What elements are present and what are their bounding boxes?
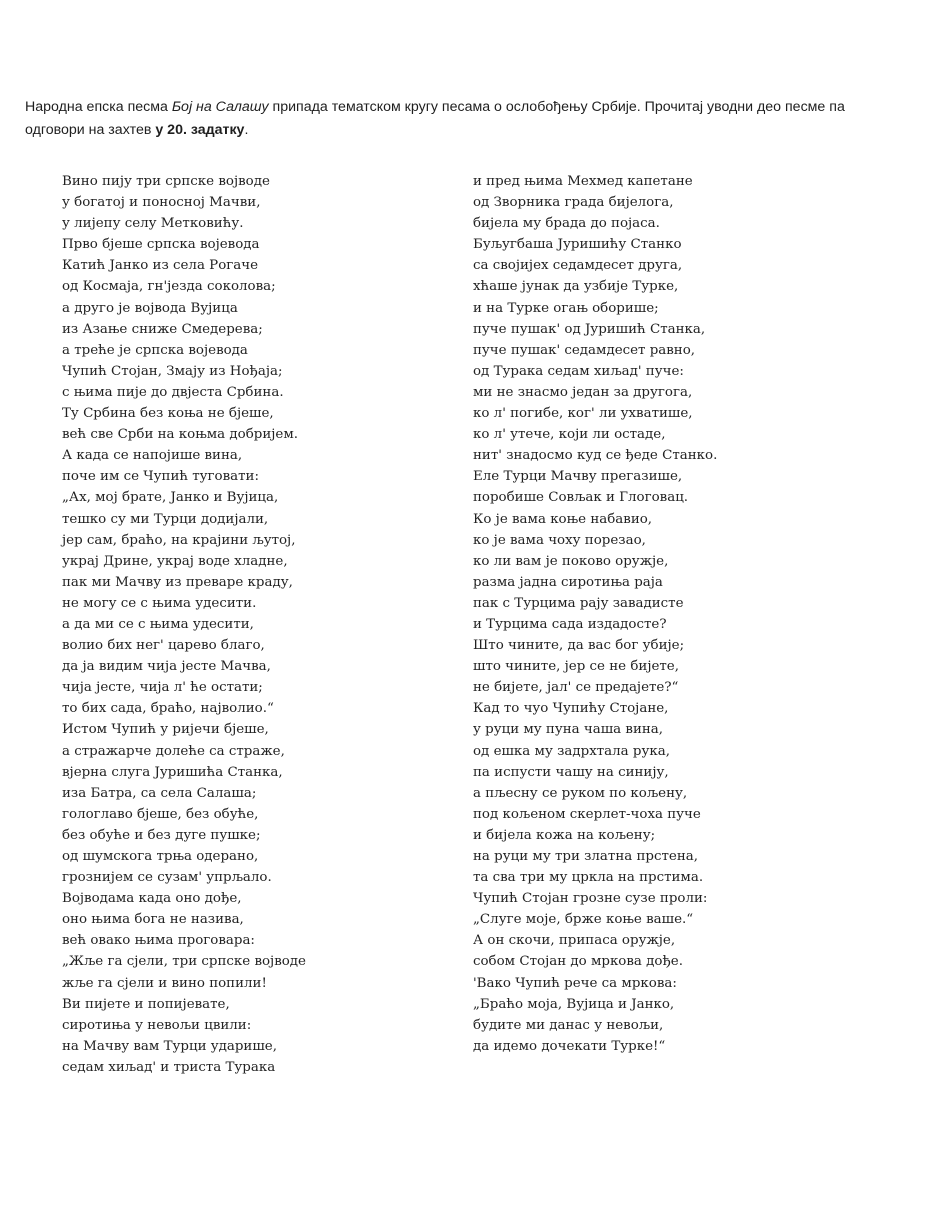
poem-line: од Зворника града бијелога,: [473, 195, 674, 211]
poem-line: Вино пију три српске војводе: [62, 174, 270, 189]
poem-line: бијела му брада до појаса.: [473, 216, 660, 232]
poem-line: украј Дрине, украј воде хладне,: [62, 553, 288, 569]
poem-line: јер сам, браћо, на крајини љутој,: [62, 532, 296, 548]
poem-line: Чупић Стојан, Змају из Нођаја;: [62, 363, 283, 379]
poem-line: од ешка му задрхтала рука,: [473, 743, 670, 759]
task-reference: у 20. задатку: [155, 122, 245, 138]
poem-line: не могу се с њима удесити.: [62, 595, 257, 611]
poem-line: са својијех седамдесет друга,: [473, 258, 683, 274]
poem-line: Катић Јанко из села Рогаче: [62, 258, 259, 274]
poem-line: у лијепу селу Метковићу.: [62, 216, 244, 232]
intro-text-after: .: [244, 122, 249, 138]
poem-line: ко ли вам је поково оружје,: [473, 553, 669, 569]
poem-line: да идемо дочекати Турке!“: [473, 1038, 666, 1054]
poem-line: на Мачву вам Турци ударише,: [62, 1038, 277, 1054]
poem-line: од шумскога трња одерано,: [62, 849, 259, 864]
poem-line: волио бих нег' царево благо,: [62, 638, 265, 654]
poem-line: поробише Совљак и Глоговац.: [473, 490, 689, 506]
poem-line: 'Вако Чупић рече са мркова:: [473, 975, 677, 991]
poem-line: а друго је војвода Вујица: [62, 300, 238, 316]
poem-line: пак ми Мачву из преваре краду,: [62, 574, 293, 590]
poem-line: А он скочи, припаса оружје,: [473, 933, 676, 949]
poem-line: Ту Србина без коња не бјеше,: [62, 406, 274, 422]
poem-right-column: [473, 171, 717, 1057]
poem-line: поче им се Чупић туговати:: [62, 469, 259, 485]
poem-line: гологлаво бјеше, без обуће,: [62, 806, 259, 822]
poem-line: пуче пушак' седамдесет равно,: [473, 342, 696, 358]
poem-line: ко л' погибе, ког' ли ухватише,: [473, 406, 693, 422]
poem-line: већ све Срби на коњма добријем.: [62, 427, 299, 443]
poem-line: оно њима бога не назива,: [62, 912, 244, 928]
poem-line: од Турака седам хиљад' пуче:: [473, 363, 684, 379]
poem-line: жље га сјели и вино попили!: [62, 975, 267, 991]
poem-line: Прво бјеше српска војевода: [62, 237, 260, 253]
poem-line: хћаше јунак да узбије Турке,: [473, 279, 679, 295]
poem-line: Чупић Стојан грозне сузе проли:: [473, 891, 708, 907]
poem-line: с њима пије до двјеста Србина.: [62, 384, 284, 400]
poem-line: седам хиљад' и триста Турака: [62, 1059, 276, 1075]
poem-line: тешко су ми Турци додијали,: [62, 511, 269, 527]
poem-line: Ко је вама коње набавио,: [473, 511, 653, 527]
poem-line: и пред њима Мехмед капетане: [473, 174, 693, 189]
poem-line: то бих сада, браћо, најволио.“: [62, 701, 274, 717]
poem-line: Буљугбаша Јуришићу Станко: [473, 237, 682, 253]
poem-line: „Ах, мој брате, Јанко и Вујица,: [62, 490, 279, 506]
intro-paragraph: [25, 96, 905, 142]
poem-line: ко је вама чоху порезао,: [473, 532, 646, 548]
poem-line: ко л' утече, који ли остаде,: [473, 427, 666, 443]
poem-line: а стражарче долеће са страже,: [62, 743, 285, 759]
poem-line: и на Турке огањ оборише;: [473, 300, 659, 316]
poem-title: Бој на Салашу: [171, 99, 269, 115]
poem-line: пак с Турцима рају завадисте: [473, 595, 684, 611]
intro-text-middle: припада тематском кругу песама о ослобођењу Србије. Прочитај уводни део песме па одговори на захтев: [25, 99, 845, 138]
poem-line: и бијела кожа на кољену;: [473, 827, 656, 843]
poem-line: на руци му три златна прстена,: [473, 849, 698, 864]
poem-line: собом Стојан до мркова дође.: [473, 954, 683, 970]
poem-line: да ја видим чија јесте Мачва,: [62, 659, 271, 675]
poem-line: Што чините, да вас бог убије;: [473, 638, 685, 654]
poem-line: „Браћо моја, Вујица и Јанко,: [473, 996, 675, 1012]
poem-line: А када се напојише вина,: [62, 448, 243, 464]
poem-line: од Космаја, гн'језда соколова;: [62, 279, 276, 295]
poem-line: Војводама када оно дође,: [62, 891, 242, 907]
poem-line: а треће је српска војевода: [62, 342, 248, 358]
poem-line: Еле Турци Мачву прегазише,: [473, 469, 683, 485]
poem-line: а пљесну се руком по кољену,: [473, 785, 688, 801]
poem-line: а да ми се с њима удесити,: [62, 616, 254, 632]
poem-line: разма јадна сиротиња раја: [473, 574, 663, 590]
poem-line: „Слуге моје, брже коње ваше.“: [473, 912, 694, 928]
poem-left-column: [62, 171, 306, 1078]
poem-line: чија јесте, чија л' ће остати;: [62, 680, 263, 696]
poem-line: под кољеном скерлет-чоха пуче: [473, 806, 701, 822]
poem-line: иза Батра, са села Салаша;: [62, 785, 257, 801]
poem-line: пуче пушак' од Јуришић Станка,: [473, 321, 706, 337]
poem-line: будите ми данас у невољи,: [473, 1017, 664, 1033]
poem-line: и Турцима сада издадосте?: [473, 616, 667, 632]
poem-line: вјерна слуга Јуришића Станка,: [62, 764, 283, 780]
poem-line: без обуће и без дуге пушке;: [62, 827, 261, 843]
poem-line: Истом Чупић у ријечи бјеше,: [62, 722, 269, 738]
poem-line: не бијете, јал' се предајете?“: [473, 680, 679, 696]
intro-text-before: Народна епска песма: [25, 99, 172, 115]
poem-line: Ви пијете и попијевате,: [62, 996, 230, 1012]
poem-line: у богатој и поносној Мачви,: [62, 195, 261, 211]
poem-line: у руци му пуна чаша вина,: [473, 722, 664, 738]
poem-line: „Жље га сјели, три српске војводе: [62, 954, 306, 970]
poem-line: што чините, јер се не бијете,: [473, 659, 679, 675]
poem-line: из Азање сниже Смедерева;: [62, 321, 263, 337]
poem-line: нит' знадосмо куд се ђеде Станко.: [473, 448, 718, 464]
poem-line: ми не знасмо један за другога,: [473, 384, 693, 400]
poem-line: већ овако њима проговара:: [62, 933, 255, 949]
poem-line: грознијем се сузам' упрљало.: [62, 870, 272, 886]
poem-line: та сва три му цркла на прстима.: [473, 870, 704, 886]
poem-line: па испусти чашу на синију,: [473, 764, 669, 780]
poem-line: Кад то чуо Чупићу Стојане,: [473, 701, 669, 717]
poem-line: сиротиња у невољи цвили:: [62, 1017, 252, 1033]
